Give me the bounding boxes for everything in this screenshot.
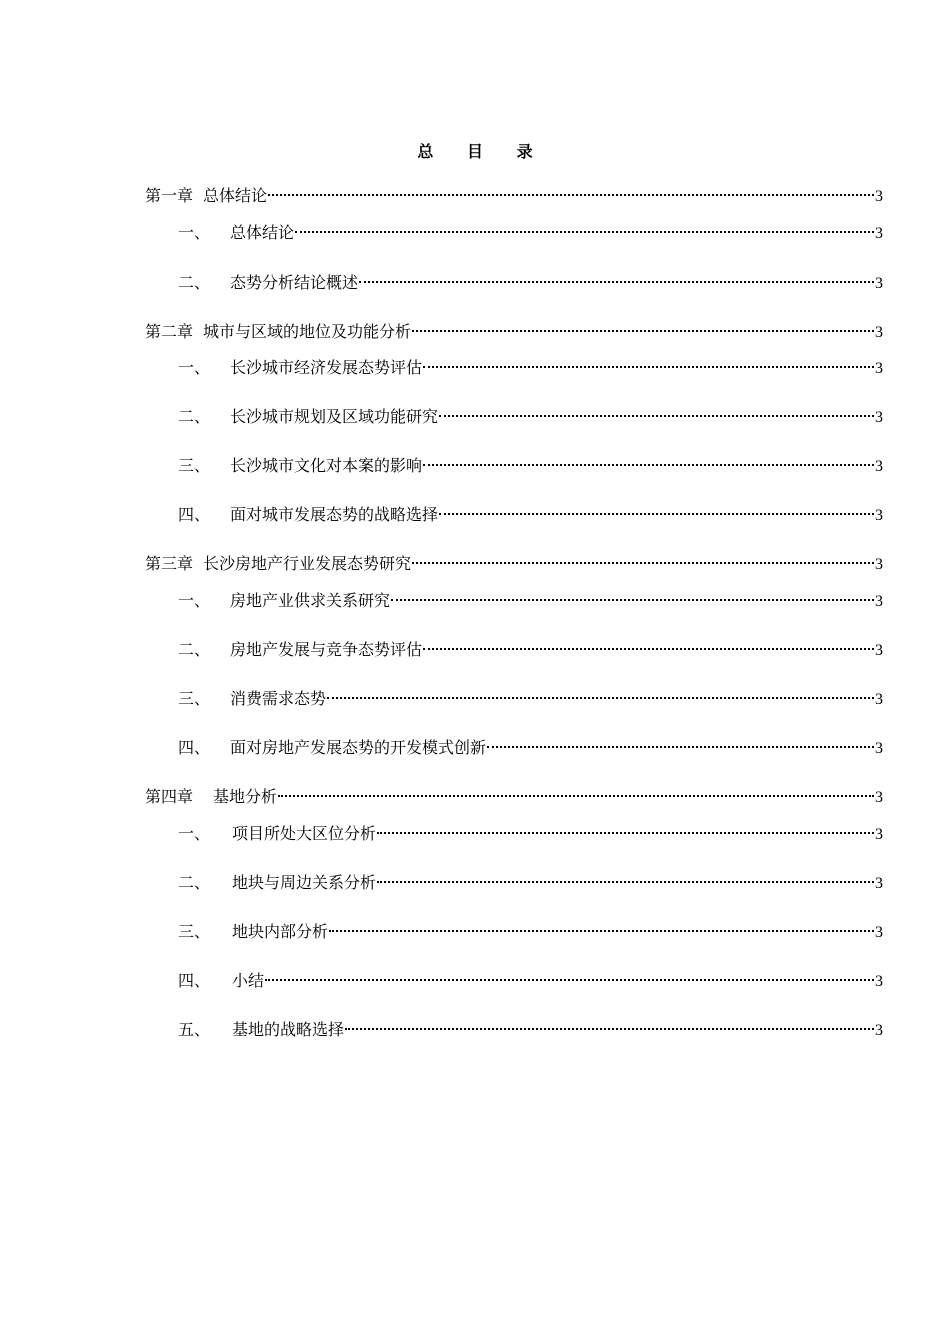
toc-entry-text: 房地产业供求关系研究	[230, 591, 391, 610]
toc-page-number: 3	[875, 360, 883, 377]
dot-leader	[359, 264, 874, 288]
toc-entry-number: 一、	[178, 591, 211, 610]
toc-entry-label	[178, 687, 326, 711]
dot-leader	[423, 631, 874, 655]
toc-entry-number: 三、	[178, 922, 211, 941]
toc-entry-label	[178, 503, 438, 527]
dot-leader	[295, 214, 874, 238]
toc-page-number: 3	[875, 789, 883, 806]
dot-leader	[391, 582, 874, 606]
toc-entry-label	[178, 221, 294, 245]
dot-leader	[412, 545, 874, 569]
toc-entry-number: 第一章	[145, 186, 194, 205]
toc-entry-text: 项目所处大区位分析	[232, 824, 377, 843]
toc-entry-number: 四、	[178, 971, 211, 990]
dot-leader	[265, 962, 874, 986]
toc-entry-chapter-1[interactable]	[145, 177, 883, 205]
toc-page-number: 3	[875, 973, 883, 990]
toc-page-number: 3	[875, 409, 883, 426]
toc-entry-number: 第四章	[145, 787, 194, 806]
toc-entry-label	[145, 785, 277, 809]
toc-entry-label	[145, 320, 411, 344]
toc-entry-text: 长沙房地产行业发展态势研究	[203, 554, 412, 573]
toc-page-number: 3	[875, 324, 883, 341]
dot-leader	[377, 815, 874, 839]
toc-entry-section[interactable]	[178, 349, 883, 377]
toc-page-number: 3	[875, 225, 883, 242]
toc-entry-number: 第二章	[145, 322, 194, 341]
toc-entry-section[interactable]	[178, 680, 883, 708]
toc-entry-text: 面对城市发展态势的战略选择	[230, 505, 439, 524]
toc-entry-section[interactable]	[178, 214, 883, 242]
toc-entry-number: 三、	[178, 456, 211, 475]
toc-entry-number: 第三章	[145, 554, 194, 573]
dot-leader	[487, 729, 874, 753]
toc-entry-section[interactable]	[178, 1011, 883, 1039]
dot-leader	[439, 496, 874, 520]
toc-entry-label	[145, 552, 411, 576]
toc-entry-section[interactable]	[178, 496, 883, 524]
toc-page-number: 3	[875, 1022, 883, 1039]
dot-leader	[423, 447, 874, 471]
toc-entry-section[interactable]	[178, 582, 883, 610]
toc-entry-text: 总体结论	[230, 223, 295, 242]
toc-title: 总 目 录	[417, 142, 547, 161]
dot-leader	[412, 313, 874, 337]
toc-entry-number: 二、	[178, 640, 211, 659]
toc-entry-text: 消费需求态势	[230, 689, 327, 708]
toc-entry-number: 二、	[178, 273, 211, 292]
toc-entry-text: 长沙城市规划及区域功能研究	[230, 407, 439, 426]
toc-entry-text: 总体结论	[203, 186, 268, 205]
toc-page-number: 3	[875, 275, 883, 292]
toc-entry-label	[178, 589, 390, 613]
toc-entry-label	[178, 822, 376, 846]
toc-entry-text: 房地产发展与竞争态势评估	[230, 640, 423, 659]
toc-entry-section[interactable]	[178, 962, 883, 990]
dot-leader	[268, 177, 874, 201]
toc-page-number: 3	[875, 507, 883, 524]
toc-entry-section[interactable]	[178, 864, 883, 892]
toc-entry-label	[178, 871, 376, 895]
dot-leader	[329, 913, 874, 937]
toc-entry-text: 小结	[232, 971, 265, 990]
toc-page-number: 3	[875, 740, 883, 757]
toc-entry-text: 基地分析	[213, 787, 278, 806]
toc-page-number: 3	[875, 875, 883, 892]
toc-entry-text: 地块内部分析	[232, 922, 329, 941]
dot-leader	[327, 680, 874, 704]
toc-entry-text: 态势分析结论概述	[230, 273, 359, 292]
dot-leader	[345, 1011, 874, 1035]
toc-entry-text: 地块与周边关系分析	[232, 873, 377, 892]
toc-entry-section[interactable]	[178, 264, 883, 292]
dot-leader	[439, 398, 874, 422]
toc-page-number: 3	[875, 826, 883, 843]
toc-page-number: 3	[875, 691, 883, 708]
toc-entry-number: 一、	[178, 824, 211, 843]
toc-entry-label	[178, 920, 328, 944]
toc-entry-number: 一、	[178, 358, 211, 377]
toc-entry-number: 五、	[178, 1020, 211, 1039]
toc-entry-text: 长沙城市经济发展态势评估	[230, 358, 423, 377]
toc-entry-label	[178, 638, 422, 662]
toc-page-number: 3	[875, 458, 883, 475]
toc-entry-number: 四、	[178, 738, 211, 757]
toc-page-number: 3	[875, 188, 883, 205]
toc-entry-number: 二、	[178, 873, 211, 892]
toc-entry-number: 三、	[178, 689, 211, 708]
dot-leader	[377, 864, 874, 888]
toc-entry-section[interactable]	[178, 815, 883, 843]
toc-entry-text: 长沙城市文化对本案的影响	[230, 456, 423, 475]
toc-entry-number: 一、	[178, 223, 211, 242]
toc-entry-text: 城市与区域的地位及功能分析	[203, 322, 412, 341]
toc-entry-label	[145, 184, 267, 208]
toc-entry-label	[178, 356, 422, 380]
toc-entry-label	[178, 1018, 344, 1042]
dot-leader	[278, 778, 874, 802]
toc-entry-label	[178, 405, 438, 429]
toc-page-number: 3	[875, 924, 883, 941]
toc-page-number: 3	[875, 642, 883, 659]
toc-page-number: 3	[875, 593, 883, 610]
dot-leader	[423, 349, 874, 373]
toc-entry-label	[178, 454, 422, 478]
toc-entry-number: 二、	[178, 407, 211, 426]
toc-entry-section[interactable]	[178, 913, 883, 941]
toc-entry-text: 基地的战略选择	[232, 1020, 345, 1039]
toc-entry-chapter-4[interactable]	[145, 778, 883, 806]
toc-entry-chapter-3[interactable]	[145, 545, 883, 573]
toc-entry-label	[178, 969, 264, 993]
toc-entry-label	[178, 271, 358, 295]
toc-entry-number: 四、	[178, 505, 211, 524]
toc-entry-section[interactable]	[178, 631, 883, 659]
toc-page-number: 3	[875, 556, 883, 573]
toc-entry-label	[178, 736, 486, 760]
toc-entry-chapter-2[interactable]	[145, 313, 883, 341]
toc-entry-section[interactable]	[178, 398, 883, 426]
toc-entry-section[interactable]	[178, 729, 883, 757]
toc-entry-section[interactable]	[178, 447, 883, 475]
toc-entry-text: 面对房地产发展态势的开发模式创新	[230, 738, 487, 757]
